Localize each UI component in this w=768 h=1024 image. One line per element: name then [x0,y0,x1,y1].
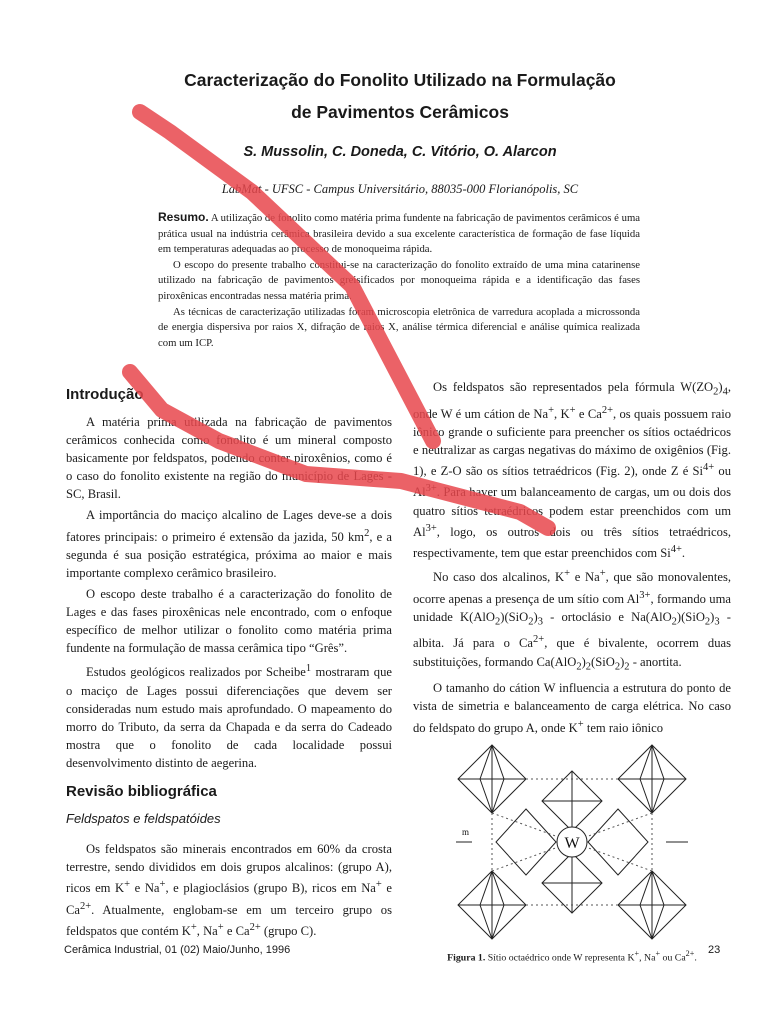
abstract-label: Resumo. [158,210,209,224]
figure-caption: Figura 1. Sítio octaédrico onde W representa K+, Na+ ou $Ca^{2+}$. [447,948,697,964]
paragraph: Estudos geológicos realizados por Scheibe$^1$ mostraram que o maciço de Lages possui diferenciações que devem ser consideradas num estudo mais aprofundado. O mapeamento do morro do Tributo, da serra da Chapada e da serra do Cadeado mostra que o fonolito de cada localidade possui desenvolvimento distinto de aegerina. [66,663,392,771]
page-number: 23 [708,944,721,956]
octahedral-site-diagram [452,743,692,943]
subsection-heading: Feldspatos e feldspatóides [66,811,221,827]
octahedron-top-left [458,745,526,813]
paragraph: No caso dos alcalinos, K+ e Na+, que são monovalentes, ocorre apenas a presença de um sítio com $Al^{3+}$, formando uma unidade $K(AlO_2)(SiO_2)_3$ - ortoclásio e $Na(AlO_2)(SiO_2)_3$ - albita. Já para o $Ca^{2+}$, que é bivalente, ocorrem duas substituições, formando $Ca(AlO_2)_2(SiO_2)_2$ - anortita. [413,568,731,673]
journal-footer: Cerâmica Industrial, 01 (02) Maio/Junho, 1996 [64,944,291,956]
affiliation: LabMat - UFSC - Campus Universitário, 88035-000 Florianópolis, SC [221,182,579,196]
cation-w-label: W [564,834,580,852]
octahedron-top-right [618,745,686,813]
abstract: Resumo. A utilização de fonolito como matéria prima fundente na fabricação de pavimentos cerâmicos é uma prática usual na indústria cerâmica brasileira devido a sua excelente característica de formação de fase líquida em temperaturas adequadas ao processo de monoqueima rápida. O escopo do presente trabalho constitui-se na caracterização do fonolito extraído de uma mina catarinense utilizado na fabricação de pavimentos greisificados por monoqueima rápida e a identificação das fases piroxênicas encontradas nessa matéria prima. As técnicas de caracterização utilizadas foram microscopia eletrônica de varredura acoplada a microssonda de energia dispersiva por raios X, difração de raios X, análise térmica diferencial e análise química realizada com um ICP. [158,210,640,349]
paragraph: Os feldspatos são minerais encontrados em 60% da crosta terrestre, sendo divididos em dois grupos alcalinos: (grupo A), ricos em K+ e Na+, e plagioclásios (grupo B), ricos em Na+ e $Ca^{2+}$. Atualmente, englobam-se em um terceiro grupo os feldspatos que contém K+, Na+ e $Ca^{2+}$ (grupo C). [66,842,392,939]
mirror-label: m [462,826,470,837]
paragraph: A importância do maciço alcalino de Lages deve-se a dois fatores principais: o primeiro é extensão da jazida, 50 $km^2$, e a segunda é sua posição estratégica, próxima ao maior e mais importante complexo cerâmico brasileiro. [66,508,393,580]
paragraph: Os feldspatos são representados pela fórmula $W(ZO_2)_4$, onde W é um cátion de Na+, K+ e $Ca^{2+}$, os quais possuem raio iônico grande o suficiente para preencher os sítios octaédricos e neutralizar as cargas negativas do máximo de oxigênios (Fig. 1), e Z-O são os sítios tetraédricos (Fig. 2), onde Z é $Si^{4+}$ ou $Al^{3+}$. Para haver um balanceamento de cargas, um ou dois dos quatro sítios tetraédricos podem estar preenchidos com um $Al^{3+}$, logo, os outros dois ou três sítios tetraédricos, respectivamente, tem que estar preenchidos com $Si^{4+}$. [413,380,732,561]
right-column [413,378,731,967]
section-heading-intro: Introdução [66,386,144,403]
paragraph: O escopo deste trabalho é a caracterização do fonolito de Lages e das fases piroxênicas nele encontrado, com o enfoque específico de melhor utilizar o fonolito como matéria prima fundente na formulação de massa cerâmica tipo “Grês”. [66,587,392,656]
left-column [66,385,392,943]
section-heading-review: Revisão bibliográfica [66,783,217,801]
octahedron-right-middle [588,809,648,875]
octahedron-bottom-right [618,871,686,939]
paper-title: Caracterização do Fonolito Utilizado na Formulação de Pavimentos Cerâmicos [184,70,616,122]
octahedron-bottom-left [458,871,526,939]
octahedron-top-middle [542,771,602,831]
paragraph: A matéria prima utilizada na fabricação de pavimentos cerâmicos conhecida como fonolito é um mineral composto basicamente por feldspatos, podendo conter piroxênios, como é o caso do fonolito existente na região do município de Lages - SC, Brasil. [66,415,392,502]
authors: S. Mussolin, C. Doneda, C. Vitório, O. Alarcon [243,144,557,160]
octahedron-left-middle [496,809,556,875]
octahedron-bottom-middle [542,853,602,913]
figure-1 [413,743,731,967]
paragraph: O tamanho do cátion W influencia a estrutura do ponto de vista de simetria e balanceamento de carga elétrica. No caso do feldspato do grupo A, onde K+ tem raio iônico [413,681,731,735]
